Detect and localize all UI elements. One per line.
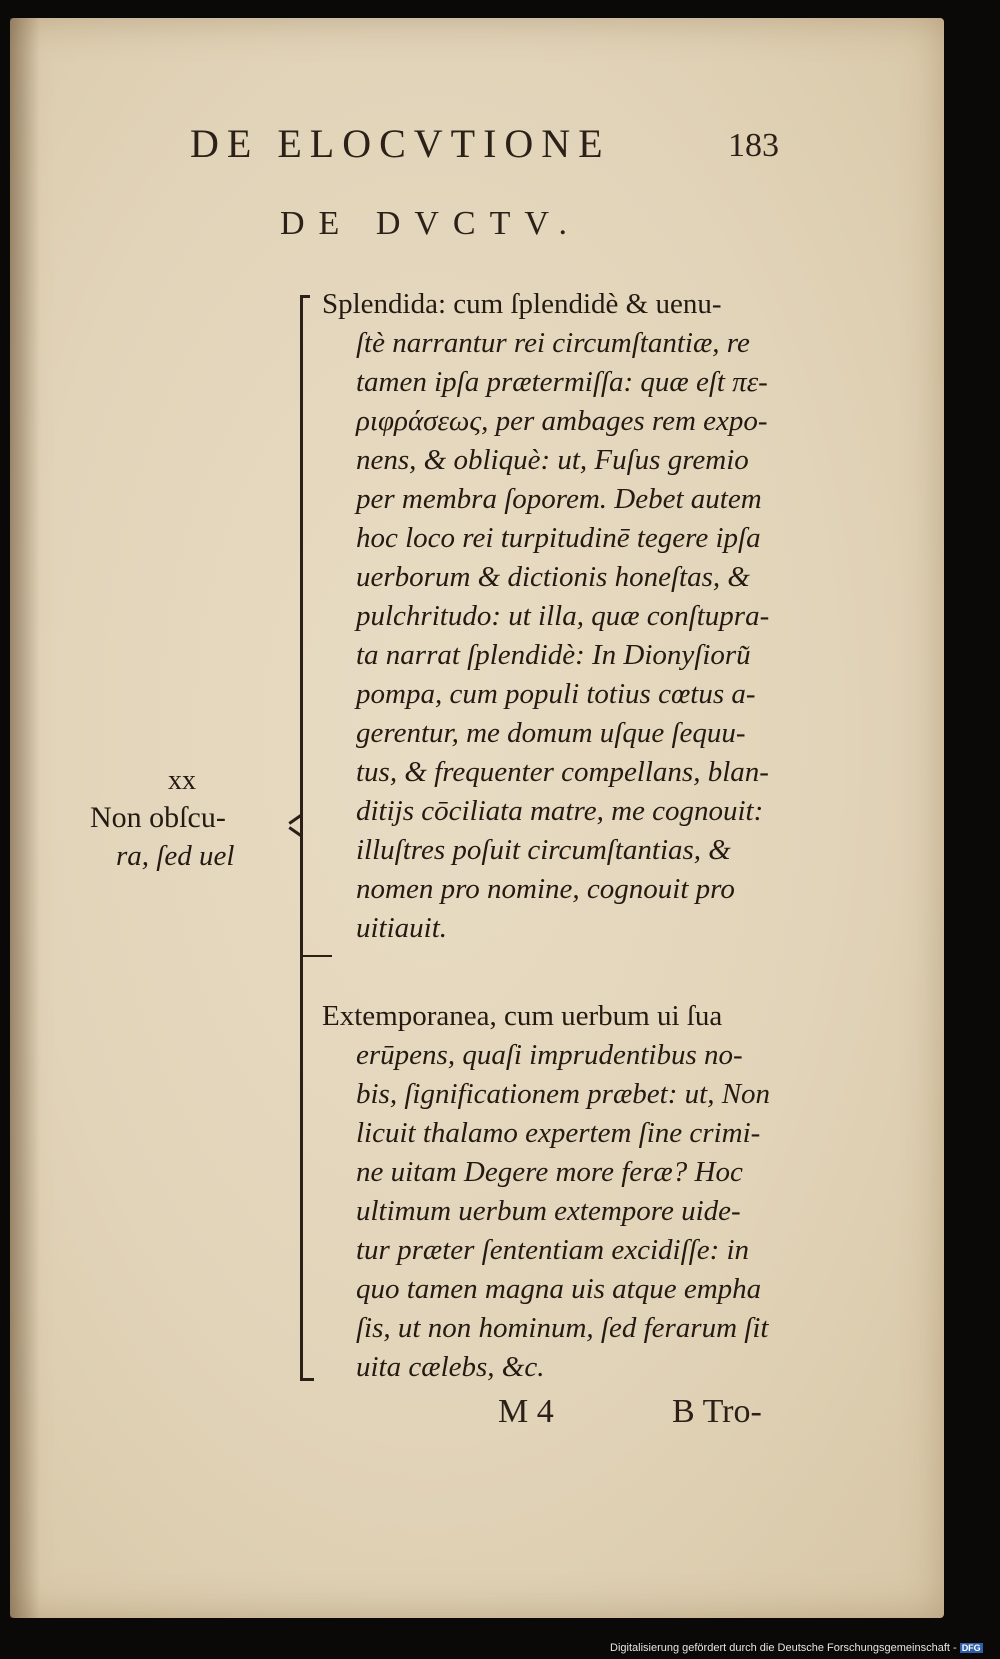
text-line: per membra ſoporem. Debet autem — [356, 483, 762, 515]
margin-note-line2: ra, ſed uel — [116, 840, 235, 872]
text-line: uerborum & dictionis honeſtas, & — [356, 561, 750, 593]
text-line: pompa, cum populi totius cœtus a- — [356, 678, 756, 710]
page-number: 183 — [728, 127, 779, 164]
text-line: uita cælebs, &c. — [356, 1351, 545, 1383]
text-line: ſis, ut non hominum, ſed ferarum ſit — [356, 1312, 769, 1344]
text-line: erūpens, quaſi imprudentibus no- — [356, 1039, 743, 1071]
text-line: Splendida: cum ſplendidè & uenu- — [322, 288, 722, 320]
text-line: ditijs cōciliata matre, me cognouit: — [356, 795, 764, 827]
text-line: licuit thalamo expertem ſine crimi- — [356, 1117, 761, 1149]
margin-note-number: xx — [168, 765, 196, 796]
text-line: tamen ipſa prætermiſſa: quæ eſt πε- — [356, 366, 768, 398]
page-gutter-shadow — [10, 18, 40, 1618]
text-line: pulchritudo: ut illa, quæ conſtupra- — [356, 600, 770, 632]
text-line: nens, & obliquè: ut, Fuſus gremio — [356, 444, 749, 476]
catchword: B Tro- — [672, 1393, 762, 1430]
dfg-logo: DFG — [961, 1643, 981, 1654]
text-line: quo tamen magna uis atque empha — [356, 1273, 762, 1305]
text-line: hoc loco rei turpitudinē tegere ipſa — [356, 522, 761, 554]
credit-text: Digitalisierung gefördert durch die Deutsche Forschungsgemeinschaft - — [610, 1642, 957, 1654]
text-line: tus, & frequenter compellans, blan- — [356, 756, 769, 788]
text-line: gerentur, me domum uſque ſequu- — [356, 717, 746, 749]
text-line: ta narrat ſplendidè: In Dionyſioru͂ — [356, 639, 751, 671]
text-line: ultimum uerbum extempore uide- — [356, 1195, 741, 1227]
section-title: DE DVCTV. — [280, 205, 582, 242]
text-line: ριφράσεως, per ambages rem expo- — [356, 405, 768, 437]
text-line: nomen pro nomine, cognouit pro — [356, 873, 735, 905]
text-line: illuſtres poſuit circumſtantias, & — [356, 834, 731, 866]
text-line: tur præter ſententiam excidiſſe: in — [356, 1234, 750, 1266]
margin-note-line1: Non obſcu- — [90, 801, 226, 834]
text-line: bis, ſignificationem præbet: ut, Non — [356, 1078, 771, 1110]
text-line: Extemporanea, cum uerbum ui ſua — [322, 1000, 723, 1032]
running-head: DE ELOCVTIONE — [190, 121, 611, 166]
text-line: ne uitam Degere more feræ? Hoc — [356, 1156, 743, 1188]
brace-bottom-hook — [300, 1378, 314, 1381]
brace-divider — [302, 955, 332, 957]
text-line: uitiauit. — [356, 912, 448, 944]
digitization-credit — [610, 1642, 983, 1654]
signature-mark: M 4 — [498, 1393, 554, 1430]
brace-vertical — [300, 296, 303, 1381]
text-line: ſtè narrantur rei circumſtantiæ, re — [356, 327, 750, 359]
